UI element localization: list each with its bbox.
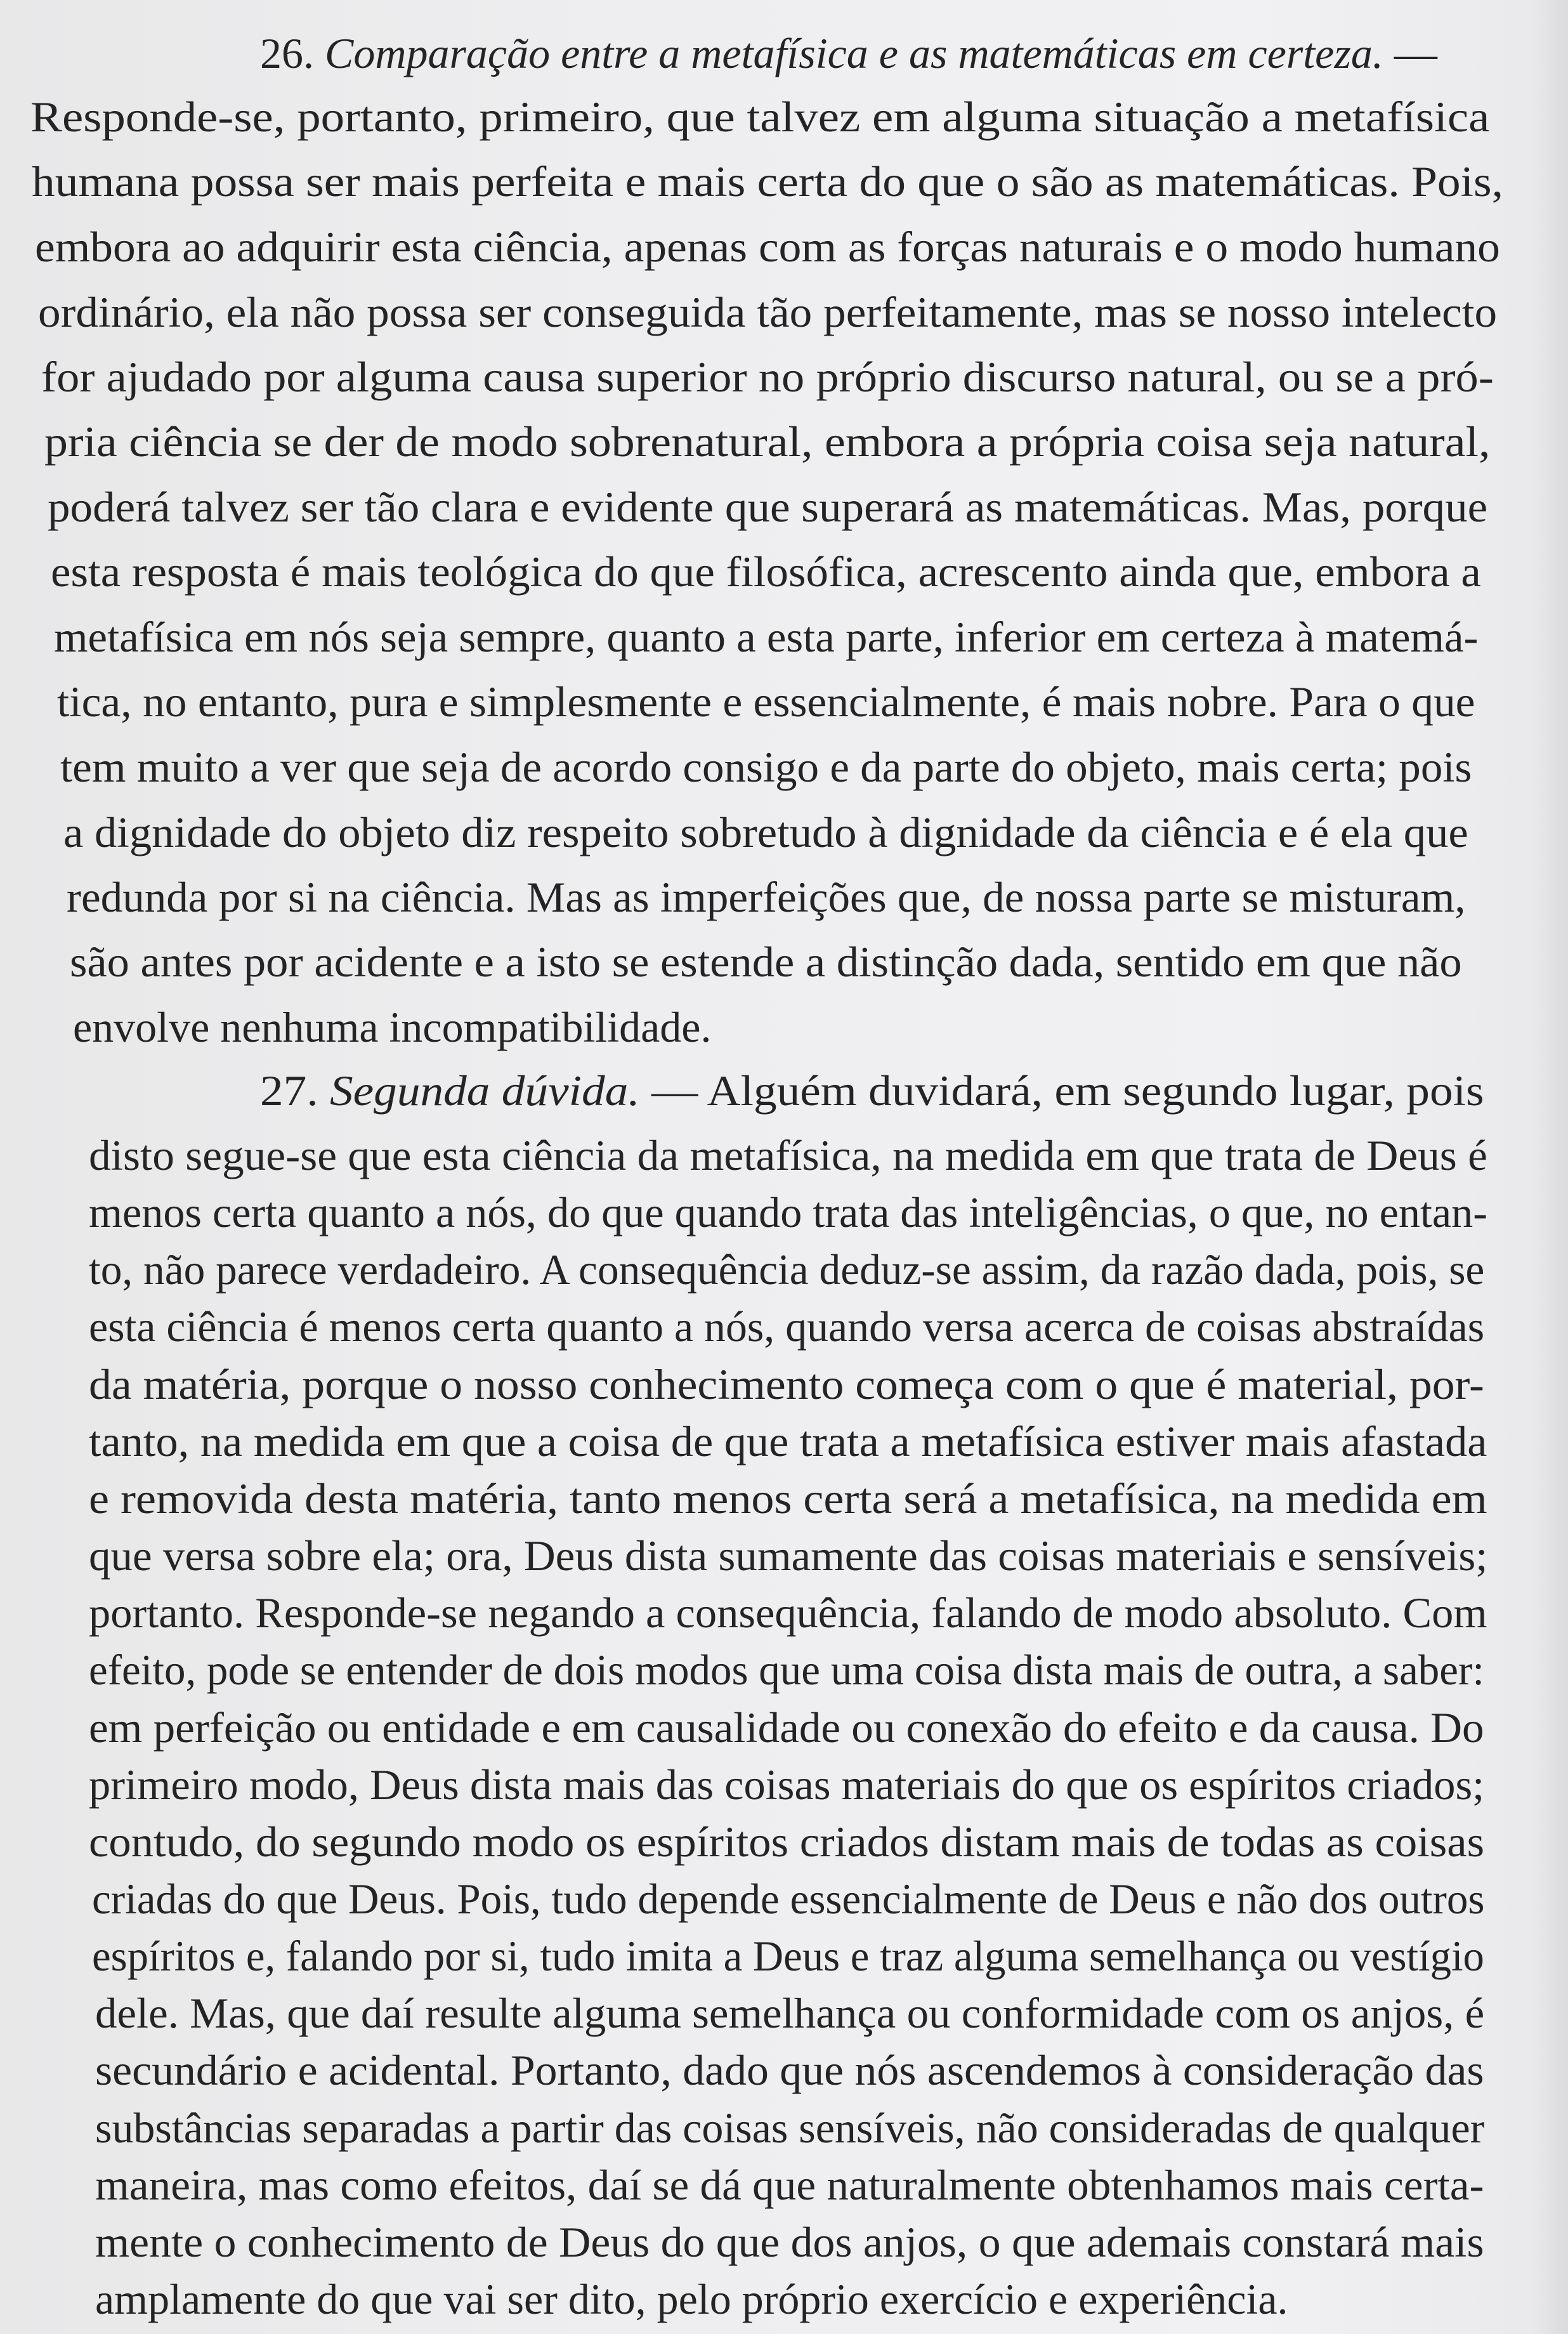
paragraph-27-line-6: tanto, na medida em que a coisa de que trata a metafísica estiver mais afastada [89, 1417, 1487, 1465]
paragraph-26-line-2: humana possa ser mais perfeita e mais certa do que o são as matemáticas. Pois, [32, 157, 1503, 206]
paragraph-27-line-15: espíritos e, falando por si, tudo imita a Deus e traz alguma semelhança ou vestígio [92, 1932, 1484, 1980]
paragraph-27-line-7: e removida desta matéria, tanto menos certa será a metafísica, na medida em [89, 1474, 1487, 1523]
paragraph-27-line-11: em perfeição ou entidade e em causalidade ou conexão do efeito e da causa. Do [89, 1703, 1484, 1752]
paragraph-27-line-4: esta ciência é menos certa quanto a nós, quando versa acerca de coisas abstraídas [89, 1302, 1485, 1351]
paragraph-27-line-20: mente o conhecimento de Deus do que dos anjos, o que ademais constará mais [95, 2218, 1484, 2266]
paragraph-27-line-10: efeito, pode se entender de dois modos que uma coisa dista mais de outra, a saber: [89, 1646, 1484, 1694]
paragraph-26-line-13: redunda por si na ciência. Mas as imperfeições que, de nossa parte se misturam, [67, 873, 1466, 921]
paragraph-27-line-2: menos certa quanto a nós, do que quando trata das inteligências, o que, no entan- [89, 1188, 1487, 1236]
paragraph-27-dash: — [651, 1066, 698, 1115]
paragraph-26-line-1: Responde-se, portanto, primeiro, que talvez em alguma situação a metafísica [30, 93, 1490, 141]
paragraph-26-dash: — [1394, 29, 1437, 77]
paragraph-26-line-11: tem muito a ver que seja de acordo consigo e da parte do objeto, mais certa; pois [60, 743, 1472, 791]
paragraph-26-line-4: ordinário, ela não possa ser conseguida tão perfeitamente, mas se nosso intelecto [38, 288, 1498, 336]
paragraph-27-number: 27. [260, 1066, 318, 1115]
paragraph-26-heading: Comparação entre a metafísica e as matemáticas em certeza. [325, 29, 1383, 77]
page-edge-shadow [1530, 0, 1568, 2334]
paragraph-27-line-14: criadas do que Deus. Pois, tudo depende essencialmente de Deus e não dos outros [92, 1875, 1485, 1923]
paragraph-26-line-15: envolve nenhuma incompatibilidade. [73, 1003, 712, 1051]
paragraph-27-line-9: portanto. Responde-se negando a consequência, falando de modo absoluto. Com [89, 1589, 1487, 1637]
paragraph-27-line-3: to, não parece verdadeiro. A consequência deduz-se assim, da razão dada, pois, se [89, 1245, 1485, 1294]
paragraph-27-line-5: da matéria, porque o nosso conhecimento começa com o que é material, por- [89, 1360, 1484, 1408]
paragraph-27-line-1: disto segue-se que esta ciência da metafísica, na medida em que trata de Deus é [89, 1131, 1487, 1179]
paragraph-27-line-16: dele. Mas, que daí resulte alguma semelhança ou conformidade com os anjos, é [95, 1989, 1485, 2037]
paragraph-27-line-19: maneira, mas como efeitos, daí se dá que naturalmente obtenhamos mais certa- [95, 2161, 1484, 2209]
paragraph-27-line-18: substâncias separadas a partir das coisas sensíveis, não consideradas de qualquer [95, 2104, 1485, 2152]
paragraph-26-line-14: são antes por acidente e a isto se estende a distinção dada, sentido em que não [70, 938, 1462, 986]
paragraph-27-line-21: amplamente do que vai ser dito, pelo próprio exercício e experiência. [95, 2275, 1288, 2323]
paragraph-26-line-8: esta resposta é mais teológica do que filosófica, acrescento ainda que, embora a [51, 547, 1481, 596]
paragraph-26-line-12: a dignidade do objeto diz respeito sobretudo à dignidade da ciência e é ela que [63, 808, 1468, 856]
paragraph-27-heading-line [260, 1066, 1484, 1115]
paragraph-27-line-8: que versa sobre ela; ora, Deus dista sumamente das coisas materiais e sensíveis; [89, 1531, 1488, 1580]
paragraph-27-line-17: secundário e acidental. Portanto, dado que nós ascendemos à consideração das [95, 2046, 1484, 2094]
paragraph-26-line-5: for ajudado por alguma causa superior no próprio discurso natural, ou se a pró- [41, 353, 1494, 401]
paragraph-26-line-7: poderá talvez ser tão clara e evidente que superará as matemáticas. Mas, porque [48, 483, 1488, 531]
paragraph-26-line-3: embora ao adquirir esta ciência, apenas com as forças naturais e o modo humano [35, 223, 1500, 271]
paragraph-26-line-10: tica, no entanto, pura e simplesmente e essencialmente, é mais nobre. Para o que [57, 678, 1475, 726]
paragraph-26-line-6: pria ciência se der de modo sobrenatural, embora a própria coisa seja natural, [44, 417, 1491, 466]
paragraph-26-number: 26. [260, 29, 314, 77]
paragraph-27-line-12: primeiro modo, Deus dista mais das coisas materiais do que os espíritos criados; [89, 1760, 1485, 1809]
paragraph-26-heading-line [260, 29, 1437, 77]
paragraph-27-first-line-rest: Alguém duvidará, em segundo lugar, pois [707, 1066, 1484, 1115]
paragraph-26-line-9: metafísica em nós seja sempre, quanto a esta parte, inferior em certeza à matemá- [54, 613, 1479, 661]
paragraph-27-line-13: contudo, do segundo modo os espíritos criados distam mais de todas as coisas [89, 1818, 1485, 1866]
paragraph-27-heading: Segunda dúvida. [329, 1066, 640, 1115]
